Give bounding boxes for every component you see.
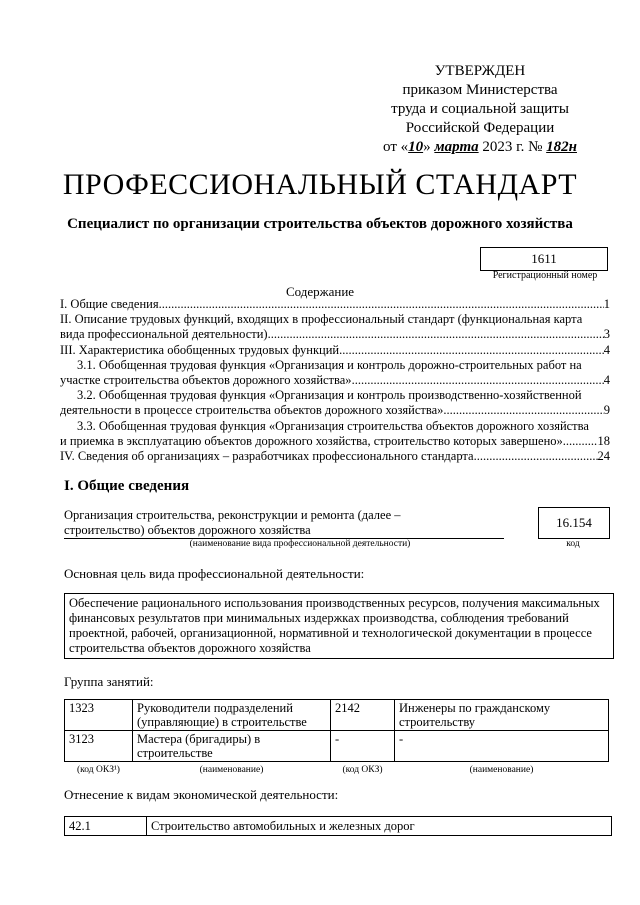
okz-name: Мастера (бригадиры) в строительстве	[133, 731, 331, 762]
okved-name: Строительство автомобильных и железных дорог	[147, 817, 612, 836]
group-label: Группа занятий:	[64, 674, 154, 689]
toc-title: Содержание	[285, 284, 355, 299]
toc-item[interactable]: III. Характеристика обобщенных трудовых функций ..... 4	[60, 343, 610, 358]
okz-code: -	[331, 731, 395, 762]
approval-block	[380, 62, 580, 157]
toc-item[interactable]: I. Общие сведения ..... 1	[60, 297, 610, 312]
code-caption: код	[566, 539, 580, 549]
okz-name: -	[395, 731, 609, 762]
okz-code: 3123	[65, 731, 133, 762]
approval-line: приказом Министерства	[402, 82, 558, 98]
toc-item-first-line[interactable]: 3.2. Обобщенная трудовая функция «Организация и контроль производственно-хозяйственной	[77, 388, 582, 403]
okz-name: Руководители подразделений (управляющие) в строительстве	[133, 700, 331, 731]
toc-item-first-line[interactable]: 3.1. Обобщенная трудовая функция «Организация и контроль дорожно-строительных работ на	[77, 357, 582, 372]
toc-item[interactable]: деятельности в процессе строительства объектов дорожного хозяйства» ..... 9	[60, 403, 610, 418]
okved-label: Отнесение к видам экономической деятельности:	[64, 787, 339, 802]
page-title: ПРОФЕССИОНАЛЬНЫЙ СТАНДАРТ	[62, 168, 578, 201]
okz-code: 2142	[331, 700, 395, 731]
occupation-table	[64, 699, 609, 778]
table-row	[65, 817, 612, 836]
table-of-contents	[60, 297, 610, 464]
approval-line: Российской Федерации	[405, 120, 555, 136]
registration-number: 1611	[480, 247, 608, 271]
okved-code: 42.1	[65, 817, 147, 836]
okz-code: 1323	[65, 700, 133, 731]
toc-item[interactable]: и приемка в эксплуатацию объектов дорожного хозяйства, строительство которых завершено» ..... 18	[60, 434, 610, 449]
handwritten-order-number: 182н	[546, 139, 577, 155]
section-heading: I. Общие сведения	[64, 478, 190, 494]
toc-item[interactable]: вида профессиональной деятельности) ..... 3	[60, 327, 610, 342]
toc-item-first-line[interactable]: 3.3. Обобщенная трудовая функция «Организация строительства объектов дорожного хозяйства	[77, 418, 589, 433]
activity-name: Организация строительства, реконструкции и ремонта (далее – строительство) объектов дорожного хозяйства	[64, 508, 401, 537]
toc-item-first-line[interactable]: II. Описание трудовых функций, входящих в профессиональный стандарт (функциональная карта	[60, 312, 583, 327]
approval-line: труда и социальной защиты	[391, 101, 569, 117]
activity-caption: (наименование вида профессиональной деятельности)	[189, 539, 411, 549]
okz-name: Инженеры по гражданскому строительству	[395, 700, 609, 731]
toc-item[interactable]: участке строительства объектов дорожного хозяйства» ..... 4	[60, 373, 610, 388]
table-row	[65, 731, 609, 762]
approval-heading: УТВЕРЖДЕН	[434, 63, 526, 79]
registration-caption: Регистрационный номер	[492, 270, 598, 281]
table-row	[65, 700, 609, 731]
caption-row: (код ОКЗ¹) (наименование) (код ОКЗ) (наименование)	[77, 765, 534, 775]
standard-subtitle: Специалист по организации строительства объектов дорожного хозяйства	[67, 216, 573, 232]
handwritten-day: 10	[408, 139, 424, 155]
toc-item[interactable]: IV. Сведения об организациях – разработчиках профессионального стандарта ..... 24	[60, 449, 610, 464]
okved-table	[64, 816, 612, 836]
approval-date: от «10» марта 2023 г. № 182н	[383, 139, 577, 155]
handwritten-month: марта	[434, 139, 479, 155]
activity-code: 16.154	[538, 507, 610, 539]
goal-label: Основная цель вида профессиональной деятельности:	[64, 566, 365, 581]
goal-text: Обеспечение рационального использования производственных ресурсов, получения максимальных финансовых результатов при минимальных издержках производства, соблюдения требований проектной, рабочей, организационной, нормативной и технологической документации в процессе строительства объектов дорожного хозяйства	[64, 593, 614, 659]
